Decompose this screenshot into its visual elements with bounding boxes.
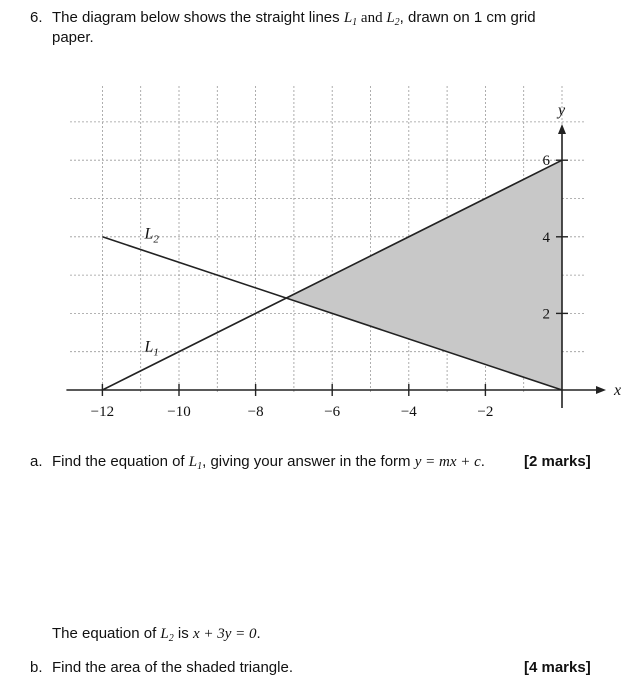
intro-text-part2: , drawn on 1 cm grid xyxy=(399,9,536,26)
l1-line-label: $L_1$ xyxy=(144,338,159,359)
x-tick-label: −8 xyxy=(247,404,264,420)
part-b-text: Find the area of the shaded triangle. xyxy=(52,659,293,676)
y-tick-label: 4 xyxy=(542,229,550,246)
l2-statement-symbol: $L_2$ xyxy=(160,626,174,644)
x-axis-arrow-icon xyxy=(596,386,606,394)
y-axis-label: y xyxy=(558,102,566,119)
l2-symbol: $L_2$ xyxy=(386,10,400,28)
x-tick-label: −4 xyxy=(400,404,417,420)
y-tick-label: 2 xyxy=(542,306,550,323)
and-word: and xyxy=(357,10,387,26)
part-a-l1-symbol: $L_1$ xyxy=(188,454,203,472)
x-tick-label: −10 xyxy=(167,404,191,420)
question-intro-line2: paper. xyxy=(52,29,94,46)
question-number: 6. xyxy=(30,9,43,26)
intro-text-part1: The diagram below shows the straight lines xyxy=(52,9,344,26)
part-b-letter: b. xyxy=(30,659,43,676)
x-axis-label: x xyxy=(614,382,622,399)
x-tick-label: −2 xyxy=(477,404,494,420)
l2-equation: x + 3y = 0 xyxy=(192,626,257,642)
part-a-letter: a. xyxy=(30,453,43,470)
x-tick-label: −12 xyxy=(90,404,115,420)
line-diagram xyxy=(62,82,622,432)
y-axis-arrow-icon xyxy=(558,124,566,134)
l1-symbol: $L_1$ xyxy=(343,10,358,28)
part-a-text: Find the equation of $L_1$, giving your answer in the form y = mx + c. xyxy=(52,453,485,472)
part-a-marks: [2 marks] xyxy=(524,453,591,470)
y-tick-label: 6 xyxy=(542,153,550,170)
l2-equation-statement: The equation of $L_2$ is x + 3y = 0. xyxy=(52,625,261,644)
x-tick-label: −6 xyxy=(324,404,341,420)
part-b-marks: [4 marks] xyxy=(524,659,591,676)
part-a-form: y = mx + c xyxy=(414,454,481,470)
question-intro-line1 xyxy=(52,8,536,33)
l2-line-label: $L_2$ xyxy=(144,225,159,246)
